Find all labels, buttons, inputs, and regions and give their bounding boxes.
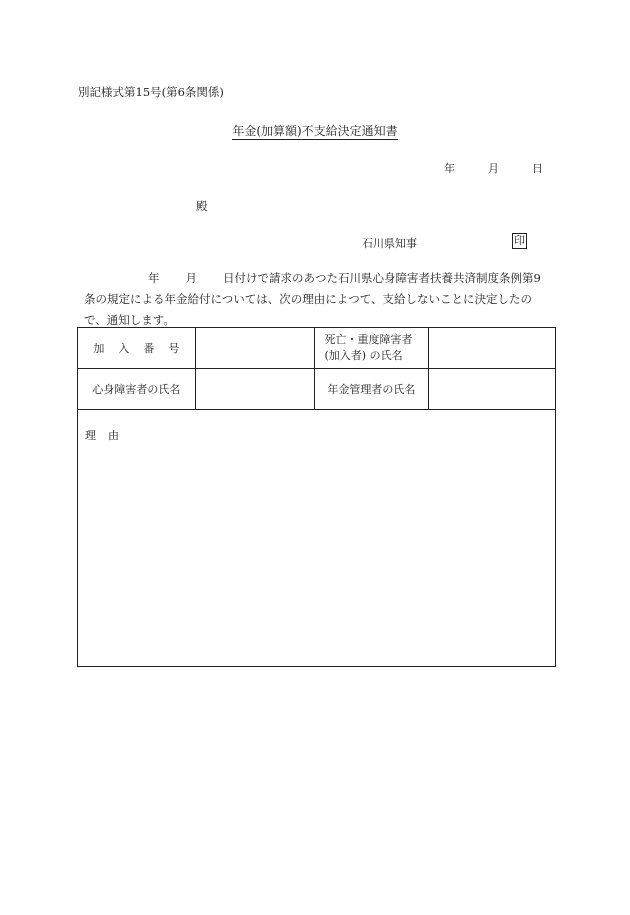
date-year-label: 年 (444, 162, 455, 175)
deceased-name-label-line-2: (加入者) の氏名 (324, 349, 403, 362)
pension-manager-name-label: 年金管理者の氏名 (327, 383, 416, 396)
deceased-name-label-line-1: 死亡・重度障害者 (324, 333, 413, 346)
body-line-2: 条の規定による年金給付については、次の理由によつて、支給しないことに決定したの (84, 292, 533, 306)
table-row (78, 328, 556, 369)
form-number: 別記様式第15号(第6条関係) (78, 85, 224, 99)
enrollment-number-label-cell (78, 328, 196, 369)
document-title (0, 122, 630, 139)
disabled-person-name-label-cell (78, 369, 196, 410)
reason-label: 理由 (85, 429, 131, 442)
table-row (78, 369, 556, 410)
enrollment-number-label: 加入番号 (93, 342, 194, 355)
reason-field[interactable] (78, 410, 556, 667)
pension-manager-name-label-cell (314, 369, 429, 410)
issuer-name: 石川県知事 (362, 237, 417, 250)
seal-stamp-box: 印 (514, 234, 525, 247)
info-table (77, 327, 556, 667)
disabled-person-name-field[interactable] (195, 369, 314, 410)
body-line-1 (78, 268, 558, 289)
enrollment-number-field[interactable] (195, 328, 314, 369)
table-row (78, 410, 556, 667)
document-title-text: 年金(加算額)不支給決定通知書 (232, 124, 398, 138)
pension-manager-name-field[interactable] (429, 369, 556, 410)
body-line-1-text: 日付けで請求のあつた石川県心身障害者扶養共済制度条例第9 (223, 271, 541, 285)
body-line-3: で、通知します。 (84, 313, 175, 327)
body-month-label: 月 (185, 271, 197, 285)
deceased-name-label-cell (314, 328, 429, 369)
date-month-label: 月 (488, 162, 499, 175)
addressee-honorific: 殿 (196, 199, 208, 213)
body-year-label: 年 (148, 271, 160, 285)
deceased-name-field[interactable] (429, 328, 556, 369)
date-line (444, 160, 543, 176)
notice-body (78, 268, 558, 331)
date-day-label: 日 (532, 162, 543, 175)
disabled-person-name-label: 心身障害者の氏名 (92, 383, 181, 396)
